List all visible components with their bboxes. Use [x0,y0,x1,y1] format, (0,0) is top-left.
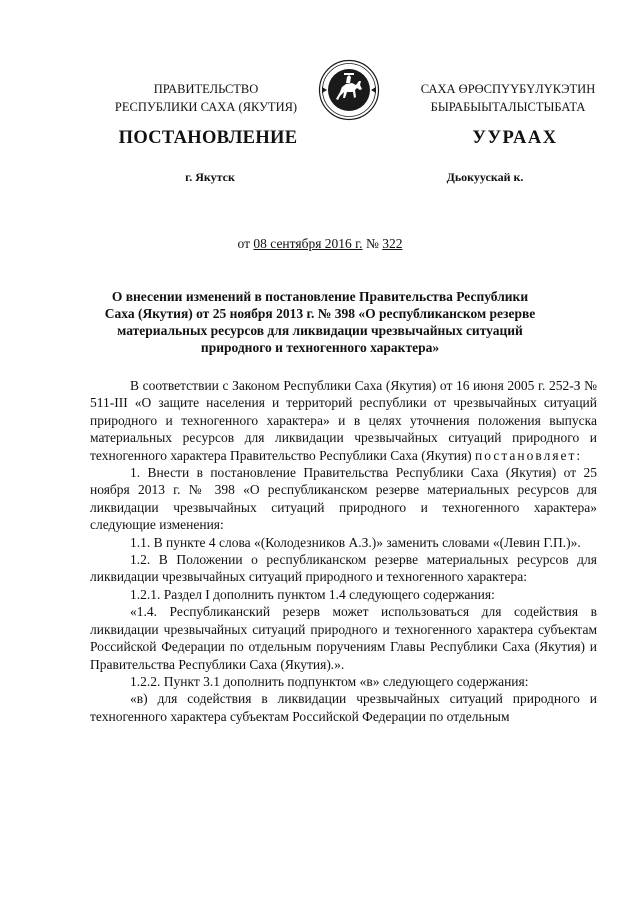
issuer-sah [392,80,624,116]
doc-subject [90,288,550,356]
paragraph-1-2-2: 1.2.2. Пункт 3.1 дополнить подпунктом «в» следующего содержания: [130,673,529,689]
city-ru: г. Якутск [185,170,235,184]
paragraph-1: 1. Внести в постановление Правительства Республики Саха (Якутия) от 25 ноября 2013 г. № 398 «О республиканском резерве материальных ресурсов для ликвидации чрезвычайных ситуаций природного и техногенного характера» следующие изменения: [90,465,597,533]
subject-line4: природного и техногенного характера» [200,340,440,355]
issuer-sah-line2: БЫРАБЫЫТАЛЫСТЫБАТА [430,100,586,114]
date-prefix: от [237,236,254,251]
issuer-ru-line1: ПРАВИТЕЛЬСТВО [153,82,259,96]
paragraph-quote-1-4: «1.4. Республиканский резерв может использоваться для содействия в ликвидации чрезвычайных ситуаций природного и техногенного характера субъектам Российской Федерации по отдельным поручениям Главы Республики Саха (Якутия) и Правительства Республики Саха (Якутия).». [90,604,597,672]
date-number-line [200,236,440,252]
issuer-ru-line2: РЕСПУБЛИКИ САХА (ЯКУТИЯ) [114,100,298,114]
city-sah: Дьокуускай к. [446,170,524,184]
subject-line2: Саха (Якутия) от 25 ноября 2013 г. № 398 «О республиканском резерве [104,306,536,321]
paragraph-preamble [90,377,597,464]
doc-type-sah: УУРААХ [472,128,558,148]
paragraph-1-2: 1.2. В Положении о республиканском резерве материальных ресурсов для ликвидации чрезвычайных ситуаций природного и техногенного характера: [90,552,597,585]
doc-body [90,377,597,725]
issuer-ru [106,80,306,116]
paragraph-quote-v: «в) для содействия в ликвидации чрезвычайных ситуаций природного и техногенного характера субъектам Российской Федерации по отдельным [90,691,597,724]
subject-line3: материальных ресурсов для ликвидации чрезвычайных ситуаций [117,323,523,338]
paragraph-1-2-1: 1.2.1. Раздел I дополнить пунктом 1.4 следующего содержания: [130,586,495,602]
coat-of-arms-icon [318,59,380,121]
issuer-sah-line1: САХА ӨРӨСПҮҮБҮЛҮКЭТИН [420,82,596,96]
doc-date: 08 сентября 2016 г. [253,236,363,251]
number-sign: № [362,236,383,251]
decree-word: постановляет: [475,447,583,463]
doc-number: 322 [382,236,403,251]
preamble-text: В соответствии с Законом Республики Саха (Якутия) от 16 июня 2005 г. 252-З № 511-III «О защите населения и территорий республики от чрезвычайных ситуаций природного и техногенного характера» и в целях уточнения положения выпуска материальных ресурсов для ликвидации чрезвычайных ситуаций природного и техногенного характера Правительство Республики Саха (Якутия) [90,378,597,463]
subject-line1: О внесении изменений в постановление Правительства Республики [111,289,529,304]
doc-type-ru: ПОСТАНОВЛЕНИЕ [118,128,298,148]
paragraph-1-1: 1.1. В пункте 4 слова «(Колодезников А.З.)» заменить словами «(Левин Г.П.)». [130,534,581,550]
